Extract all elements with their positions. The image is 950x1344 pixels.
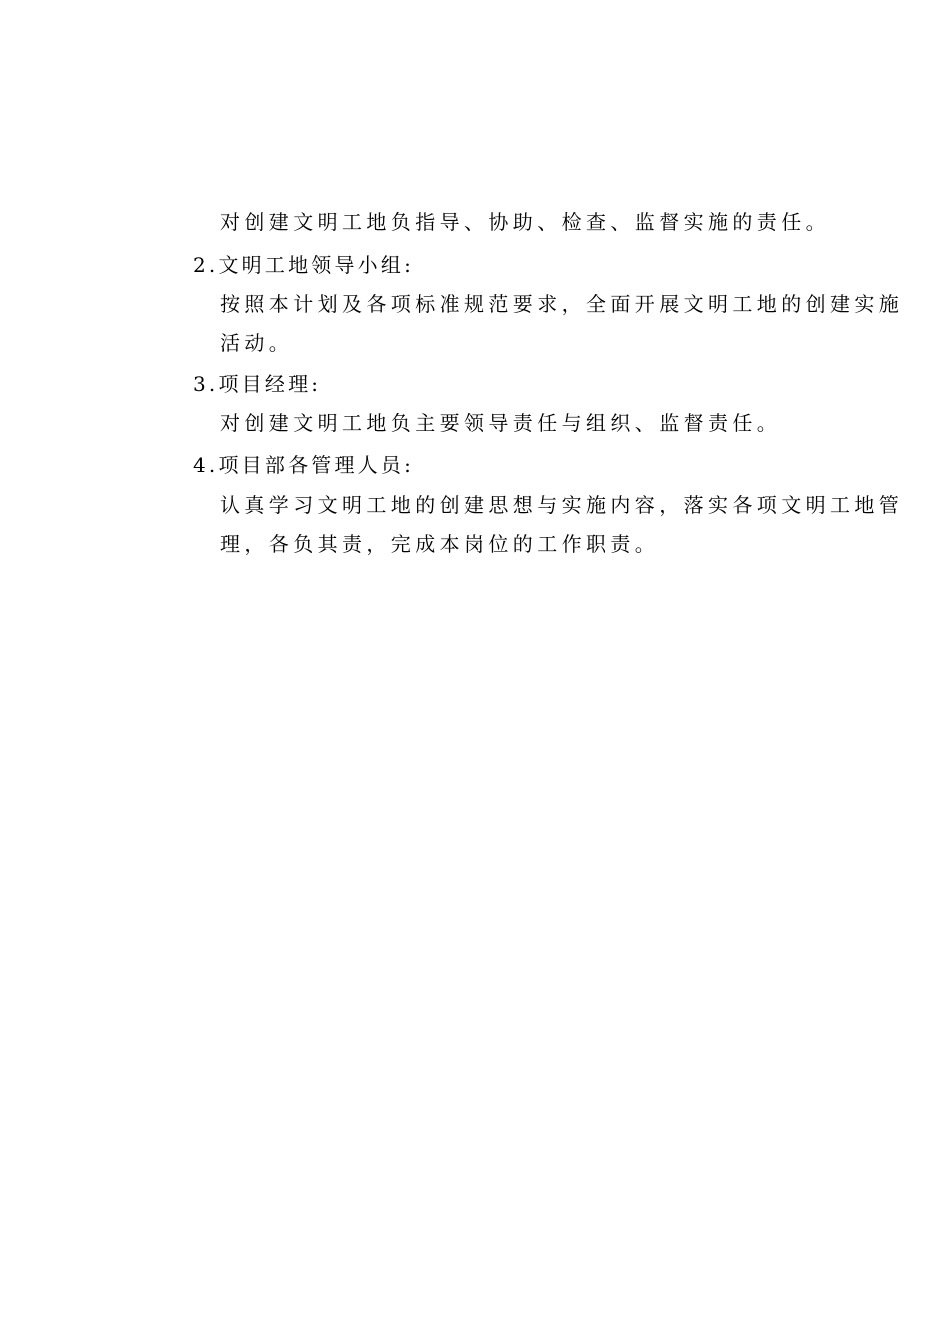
section-4-body-line-1: 认真学习文明工地的创建思想与实施内容，落实各项文明工地管 bbox=[220, 493, 904, 517]
section-3-heading: 3.项目经理: bbox=[193, 372, 322, 396]
section-2-heading: 2.文明工地领导小组: bbox=[193, 253, 415, 277]
section-3-body: 对创建文明工地负主要领导责任与组织、监督责任。 bbox=[220, 411, 782, 435]
leader-responsibility-text: 对创建文明工地负指导、协助、检查、监督实施的责任。 bbox=[220, 210, 830, 234]
section-4-heading: 4.项目部各管理人员: bbox=[193, 453, 415, 477]
section-2-body-line-1: 按照本计划及各项标准规范要求，全面开展文明工地的创建实施 bbox=[220, 292, 904, 316]
section-4-body-line-2: 理，各负其责，完成本岗位的工作职责。 bbox=[220, 532, 660, 556]
section-2-body-line-2: 活动。 bbox=[220, 331, 294, 355]
